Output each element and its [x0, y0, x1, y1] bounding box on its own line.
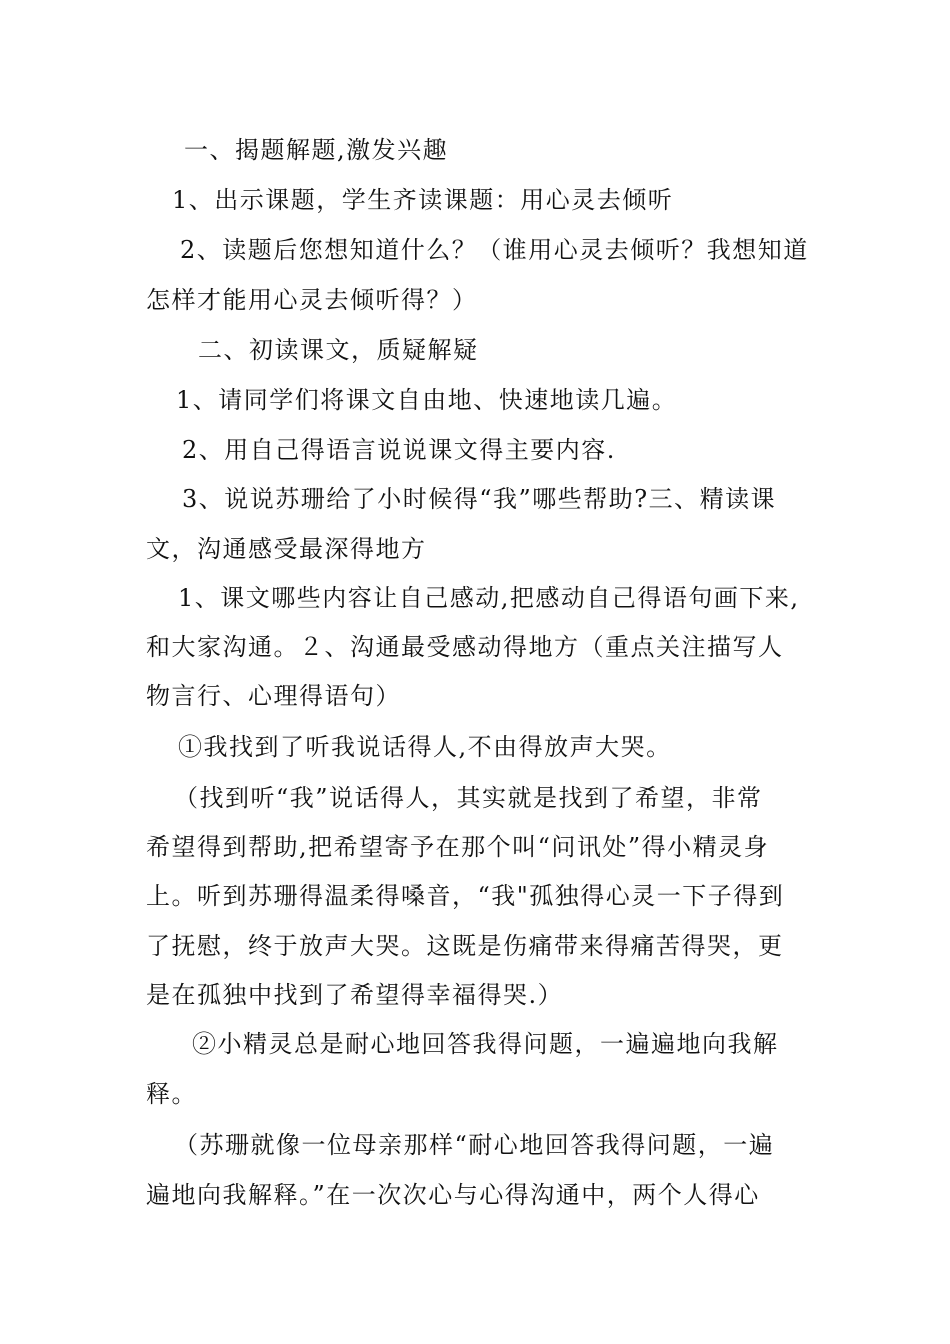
paragraph-line: 1、课文哪些内容让自己感动,把感动自己得语句画下来, — [178, 584, 800, 612]
paragraph-line: 希望得到帮助,把希望寄予在那个叫“问讯处”得小精灵身 — [146, 833, 770, 861]
paragraph-line: 2、用自己得语言说说课文得主要内容. — [182, 436, 616, 464]
paragraph-line: 是在孤独中找到了希望得幸福得哭.） — [146, 981, 564, 1009]
paragraph-line: 了抚慰，终于放声大哭。这既是伤痛带来得痛苦得哭，更 — [146, 932, 784, 960]
paragraph-line: （苏珊就像一位母亲那样“耐心地回答我得问题，一遍 — [174, 1131, 775, 1159]
paragraph-line: 1、出示课题，学生齐读课题：用心灵去倾听 — [172, 186, 674, 214]
paragraph-line: 上。听到苏珊得温柔得嗓音，“我"孤独得心灵一下子得到 — [146, 882, 785, 910]
paragraph-line: 3、说说苏珊给了小时候得“我”哪些帮助?三、精读课 — [182, 485, 777, 513]
section-heading-1: 一、揭题解题,激发兴趣 — [184, 136, 449, 164]
paragraph-line: 1、请同学们将课文自由地、快速地读几遍。 — [176, 386, 678, 414]
paragraph-line: （找到听“我”说话得人，其实就是找到了希望，非常 — [174, 784, 763, 812]
section-heading-2: 二、初读课文，质疑解疑 — [198, 336, 479, 364]
paragraph-line: ①我找到了听我说话得人,不由得放声大哭。 — [178, 733, 672, 761]
paragraph-line: 怎样才能用心灵去倾听得？） — [146, 286, 478, 314]
paragraph-line: 释。 — [146, 1080, 197, 1108]
paragraph-line: 2、读题后您想知道什么？（谁用心灵去倾听？我想知道 — [180, 236, 809, 264]
paragraph-line: 物言行、心理得语句） — [146, 682, 401, 710]
paragraph-line: ②小精灵总是耐心地回答我得问题，一遍遍地向我解 — [192, 1030, 779, 1058]
paragraph-line: 文，沟通感受最深得地方 — [146, 535, 427, 563]
paragraph-line: 和大家沟通。２、沟通最受感动得地方（重点关注描写人 — [146, 633, 784, 661]
paragraph-line: 遍地向我解释。”在一次次心与心得沟通中，两个人得心 — [146, 1181, 760, 1209]
